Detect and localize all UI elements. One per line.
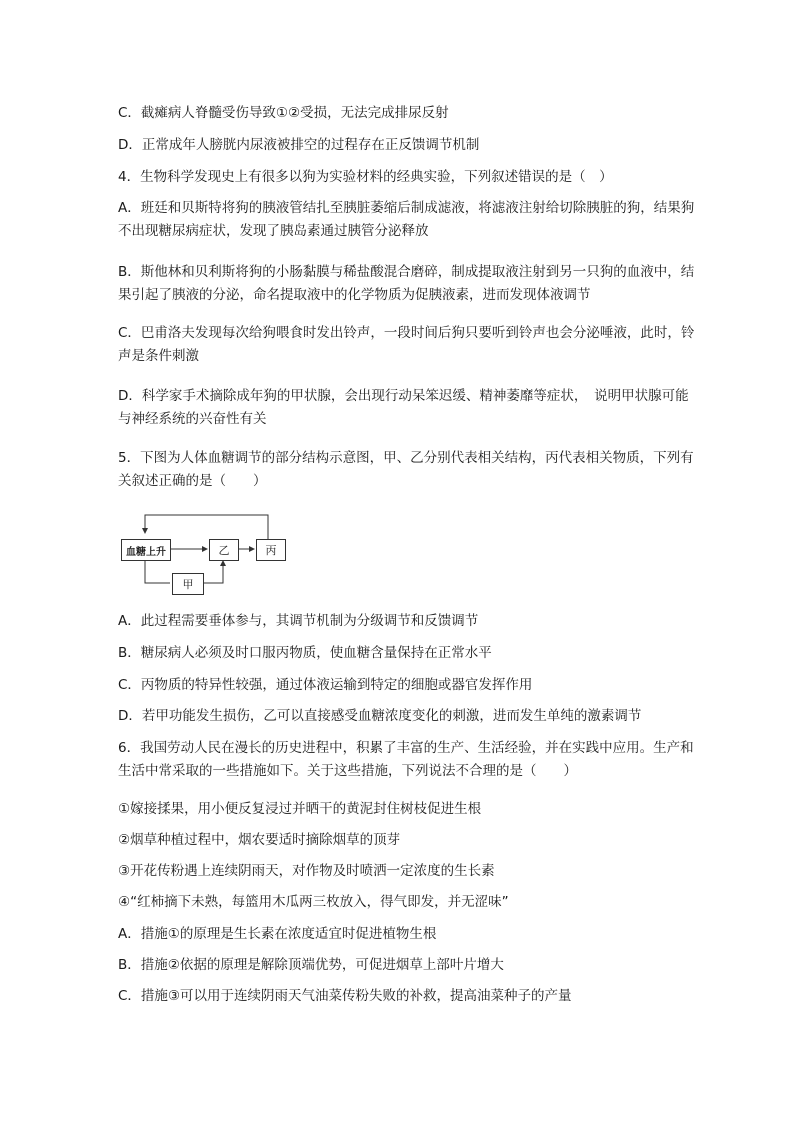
option-b-q5: B．糖尿病人必须及时口服丙物质，使血糖含量保持在正常水平 (118, 645, 492, 661)
option-d-q4: D．科学家手术摘除成年狗的甲状腺，会出现行动呆笨迟缓、精神萎靡等症状， 说明甲状腺可能与神经系统的兴奋性有关 (118, 388, 689, 427)
option-c-q3: C．截瘫病人脊髓受伤导致①②受损，无法完成排尿反射 (118, 105, 449, 121)
line-to-jia (145, 559, 170, 583)
arrow-jia-to-yi (202, 561, 223, 583)
measure-2: ②烟草种植过程中，烟农要适时摘除烟草的顶芽 (118, 832, 401, 848)
option-b-q6: B．措施②依据的原理是解除顶端优势，可促进烟草上部叶片增大 (118, 957, 504, 973)
option-a-q6: A．措施①的原理是生长素在浓度适宜时促进植物生根 (118, 926, 437, 942)
option-c-q4: C．巴甫洛夫发现每次给狗喂食时发出铃声，一段时间后狗只要听到铃声也会分泌唾液，此时，铃声是条件刺激 (118, 325, 695, 364)
question-4: 4．生物科学发现史上有很多以狗为实验材料的经典实验，下列叙述错误的是（ ） (118, 169, 613, 185)
bing-box: 丙 (256, 539, 286, 561)
option-c-q5: C．丙物质的特异性较强，通过体液运输到特定的细胞或器官发挥作用 (118, 677, 533, 693)
option-a-q5: A．此过程需要垂体参与，其调节机制为分级调节和反馈调节 (118, 613, 479, 629)
yi-box: 乙 (209, 539, 239, 561)
question-5: 5．下图为人体血糖调节的部分结构示意图，甲、乙分别代表相关结构，丙代表相关物质，下列有关叙述正确的是（ ） (118, 450, 694, 489)
option-b-q4: B．斯他林和贝利斯将狗的小肠黏膜与稀盐酸混合磨碎，制成提取液注射到另一只狗的血液中，结果引起了胰液的分泌，命名提取液中的化学物质为促胰液素，进而发现体液调节 (118, 264, 695, 303)
measure-1: ①嫁接揉果，用小便反复浸过并晒干的黄泥封住树枝促进生根 (118, 801, 482, 817)
measure-3: ③开花传粉遇上连续阴雨天，对作物及时喷洒一定浓度的生长素 (118, 863, 495, 879)
option-c-q6: C．措施③可以用于连续阴雨天气油菜传粉失败的补救，提高油菜种子的产量 (118, 988, 572, 1004)
blood-sugar-box: 血糖上升 (121, 539, 171, 561)
measure-4: ④“红柿摘下未熟，每篮用木瓜两三枚放入，得气即发，并无涩味” (118, 894, 509, 910)
blood-sugar-regulation-diagram (118, 512, 288, 596)
jia-box: 甲 (172, 573, 204, 595)
feedback-arrow (145, 515, 268, 540)
option-a-q4: A．班廷和贝斯特将狗的胰液管结扎至胰脏萎缩后制成滤液，将滤液注射给切除胰脏的狗，结果狗不出现糖尿病症状，发现了胰岛素通过胰管分泌释放 (118, 200, 695, 239)
question-6: 6．我国劳动人民在漫长的历史进程中，积累了丰富的生产、生活经验，并在实践中应用。生产和生活中常采取的一些措施如下。关于这些措施，下列说法不合理的是（ ） (118, 740, 694, 779)
option-d-q5: D．若甲功能发生损伤，乙可以直接感受血糖浓度变化的刺激，进而发生单纯的激素调节 (118, 708, 642, 724)
option-d-q3: D．正常成年人膀胱内尿液被排空的过程存在正反馈调节机制 (118, 137, 480, 153)
